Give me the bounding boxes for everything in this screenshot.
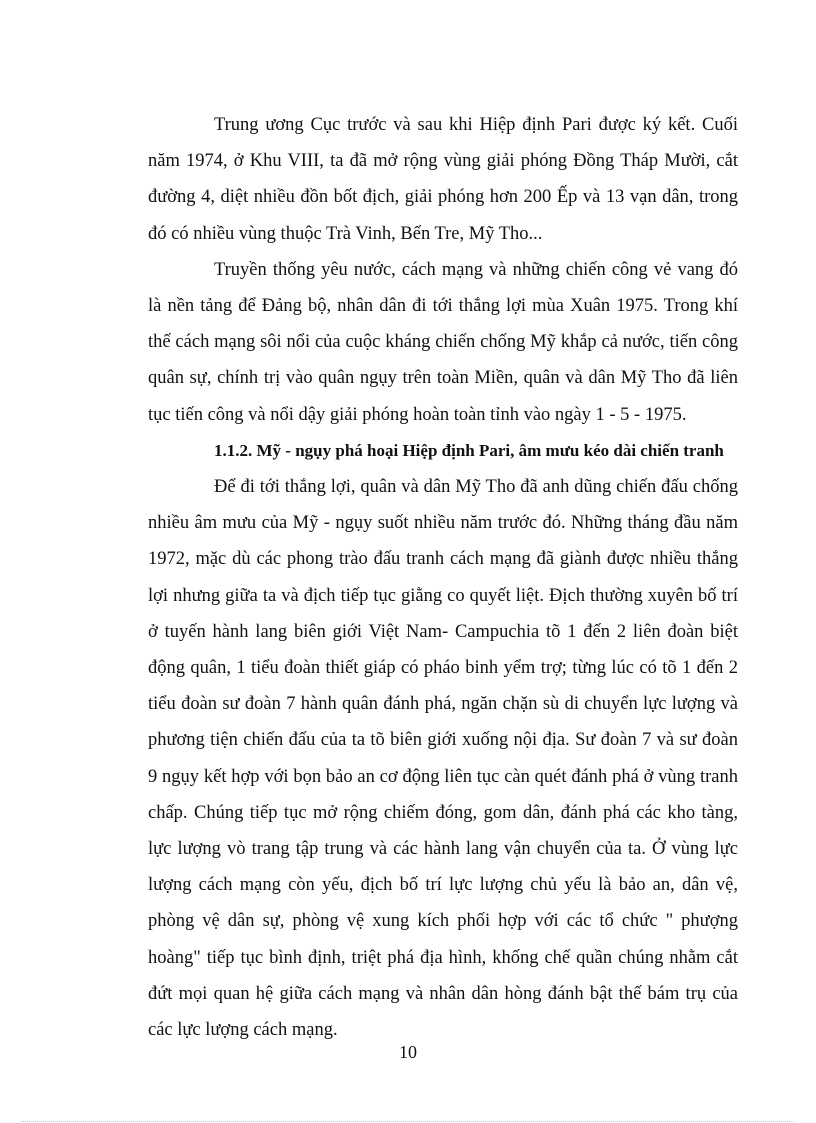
page-bottom-divider — [22, 1121, 794, 1122]
section-heading: 1.1.2. Mỹ - ngụy phá hoại Hiệp định Pari, âm mưu kéo dài chiến tranh — [214, 440, 724, 460]
page-text — [148, 107, 738, 1048]
page-number: 10 — [399, 1042, 417, 1062]
paragraph-tradition: Truyền thống yêu nước, cách mạng và những chiến công vẻ vang đó là nền tảng để Đảng bộ, nhân dân đi tới thắng lợi mùa Xuân 1975. Trong khí thế cách mạng sôi nổi của cuộc kháng chiến chống Mỹ khắp cả nước, tiến công quân sự, chính trị vào quân ngụy trên toàn Miền, quân và dân Mỹ Tho đã liên tục tiến công và nổi dậy giải phóng hoàn toàn tỉnh vào ngày 1 - 5 - 1975. — [148, 259, 738, 425]
paragraph-body: Để đi tới thắng lợi, quân và dân Mỹ Tho đã anh dũng chiến đấu chống nhiều âm mưu của Mỹ - ngụy suốt nhiều năm trước đó. Những tháng đầu năm 1972, mặc dù các phong trào đấu tranh cách mạng đã giành được nhiều thắng lợi nhưng giữa ta và địch tiếp tục giằng co quyết liệt. Địch thường xuyên bố trí ở tuyến hành lang biên giới Việt Nam- Campuchia tõ 1 đến 2 liên đoàn biệt động quân, 1 tiểu đoàn thiết giáp có pháo binh yểm trợ; từng lúc có tõ 1 đến 2 tiểu đoàn sư đoàn 7 hành quân đánh phá, ngăn chặn sù di chuyển lực lượng và phương tiện chiến đấu của ta tõ biên giới xuống nội địa. Sư đoàn 7 và sư đoàn 9 ngụy kết hợp với bọn bảo an cơ động liên tục càn quét đánh phá ở vùng tranh chấp. Chúng tiếp tục mở rộng chiếm đóng, gom dân, đánh phá các kho tàng, lực lượng vò trang tập trung và các hành lang vận chuyển của ta. Ở vùng lực lượng cách mạng còn yếu, địch bố trí lực lượng chủ yếu là bảo an, dân vệ, phòng vệ dân sự, phòng vệ xung kích phối hợp với các tổ chức " phượng hoàng" tiếp tục bình định, triệt phá địa hình, khống chế quần chúng nhằm cắt đứt mọi quan hệ giữa cách mạng và nhân dân hòng đánh bật thế bám trụ của các lực lượng cách mạng. — [148, 477, 738, 1041]
paragraph-continuation: Trung ương Cục trước và sau khi Hiệp định Pari được ký kết. Cuối năm 1974, ở Khu VIII, ta đã mở rộng vùng giải phóng Đồng Tháp Mười, cắt đường 4, diệt nhiều đồn bốt địch, giải phóng hơn 200 Ếp và 13 vạn dân, trong đó có nhiều vùng thuộc Trà Vinh, Bến Tre, Mỹ Tho... — [148, 115, 738, 244]
